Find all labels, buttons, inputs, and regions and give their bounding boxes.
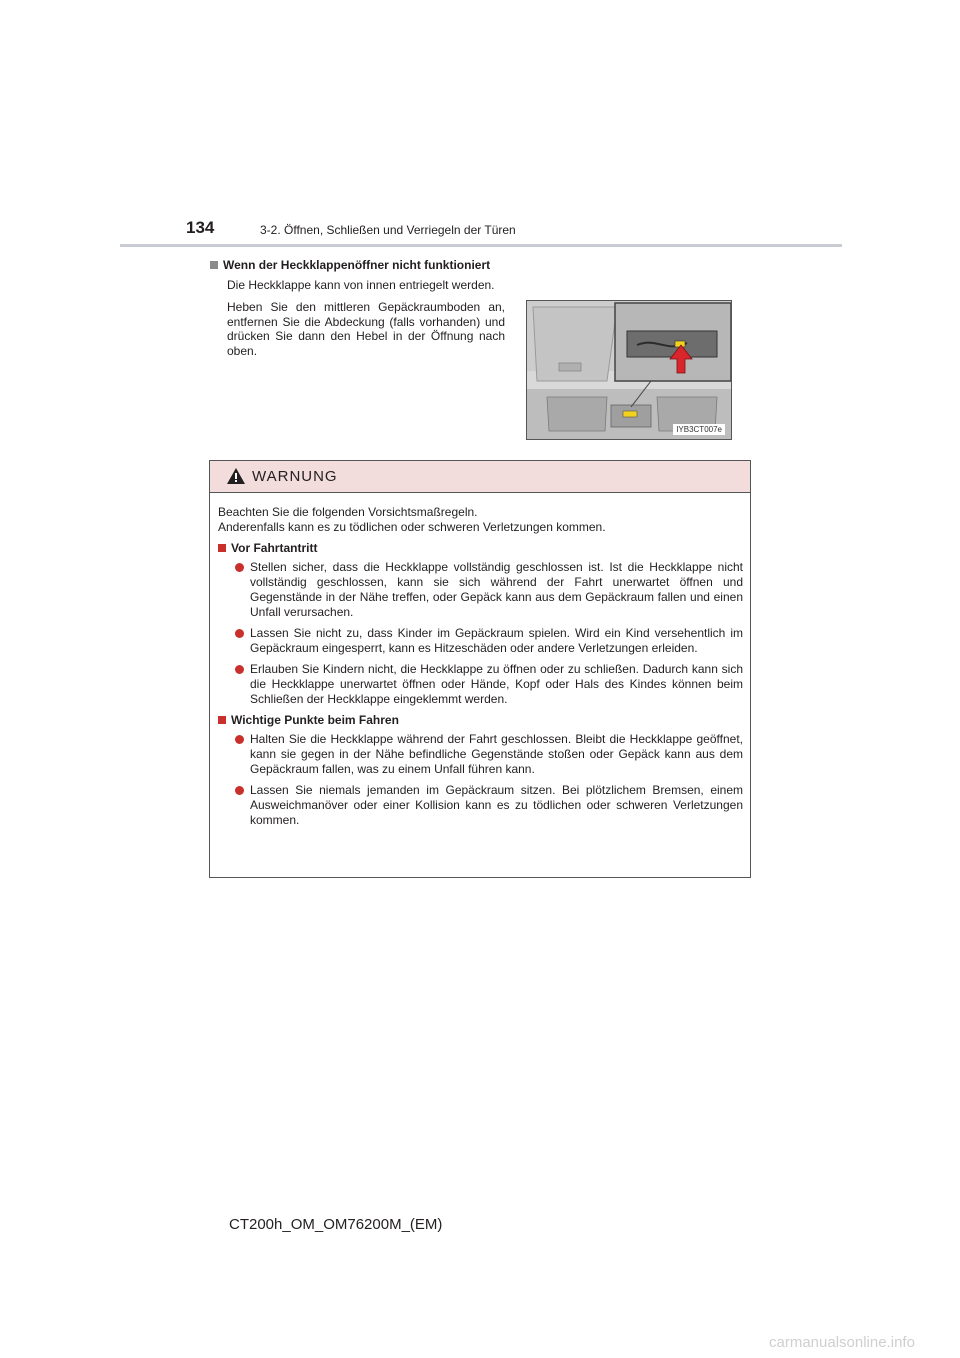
- red-dot-icon: [235, 786, 244, 795]
- warning-triangle-icon: [226, 467, 246, 485]
- trunk-lever-illustration: [526, 300, 732, 440]
- bullet-text: Erlauben Sie Kindern nicht, die Heckklappe zu öffnen oder zu schließen. Dadurch kann sich die Heckklappe unerwartet öffnen oder Hände, Kopf oder Hals des Kindes können beim Schließen der Heckklappe eingeklemmt werden.: [250, 662, 743, 706]
- header-divider: [120, 244, 842, 247]
- warning-body: [210, 493, 750, 828]
- red-dot-icon: [235, 629, 244, 638]
- square-bullet-icon: [210, 261, 218, 269]
- warning-bullet: [218, 560, 743, 620]
- section-heading: [210, 258, 490, 272]
- section-instruction: Heben Sie den mittleren Gepäckraumboden an, entfernen Sie die Abdeckung (falls vorhanden) und drücken Sie dann den Hebel in der Öffnung nach oben.: [227, 300, 505, 358]
- red-dot-icon: [235, 665, 244, 674]
- square-bullet-icon: [218, 716, 226, 724]
- document-code: CT200h_OM_OM76200M_(EM): [229, 1216, 443, 1233]
- warning-intro: [218, 505, 743, 535]
- section-heading-text: Wenn der Heckklappenöffner nicht funktioniert: [223, 258, 491, 272]
- square-bullet-icon: [218, 544, 226, 552]
- warning-subheading: [218, 541, 743, 556]
- section-intro: Die Heckklappe kann von innen entriegelt werden.: [227, 278, 495, 292]
- bullet-text: Stellen sicher, dass die Heckklappe vollständig geschlossen ist. Ist die Heckklappe nicht vollständig geschlossen, kann sie sich während der Fahrt unerwartet öffnen und Gegenstände in der Nähe treffen, oder Gepäck kann aus dem Gepäckraum fallen und einen Unfall verursachen.: [250, 560, 743, 619]
- subheading-text: Vor Fahrtantritt: [231, 541, 318, 555]
- warning-subheading: [218, 713, 743, 728]
- bullet-text: Lassen Sie nicht zu, dass Kinder im Gepäckraum spielen. Wird ein Kind versehentlich im Gepäckraum eingesperrt, kann es Hitzeschäden oder andere Verletzungen erleiden.: [250, 626, 743, 655]
- warning-box: [209, 460, 751, 878]
- bullet-text: Halten Sie die Heckklappe während der Fahrt geschlossen. Bleibt die Heckklappe geöffnet, kann sie gegen in der Nähe befindliche Gegenstände stoßen oder Gepäck kann aus dem Gepäckraum fallen, was zu einem Unfall führen kann.: [250, 732, 743, 776]
- subheading-text: Wichtige Punkte beim Fahren: [231, 713, 399, 727]
- warning-bullet: [218, 626, 743, 656]
- red-dot-icon: [235, 735, 244, 744]
- illustration-code: IYB3CT007e: [673, 424, 725, 435]
- chapter-title: 3-2. Öffnen, Schließen und Verriegeln der Türen: [260, 223, 516, 237]
- watermark: carmanualsonline.info: [769, 1334, 915, 1351]
- warning-bullet: [218, 662, 743, 707]
- warning-title: WARNUNG: [252, 468, 338, 485]
- page-number: 134: [186, 218, 215, 237]
- illustration-drawing: [527, 301, 732, 440]
- warning-intro-line1: Beachten Sie die folgenden Vorsichtsmaßregeln.: [218, 505, 478, 519]
- warning-intro-line2: Anderenfalls kann es zu tödlichen oder schweren Verletzungen kommen.: [218, 520, 606, 534]
- warning-bullet: [218, 783, 743, 828]
- warning-header: [210, 461, 750, 493]
- bullet-text: Lassen Sie niemals jemanden im Gepäckraum sitzen. Bei plötzlichem Bremsen, einem Ausweichmanöver oder einer Kollision kann es zu tödlichen oder schweren Verletzungen kommen.: [250, 783, 743, 827]
- red-dot-icon: [235, 563, 244, 572]
- warning-bullet: [218, 732, 743, 777]
